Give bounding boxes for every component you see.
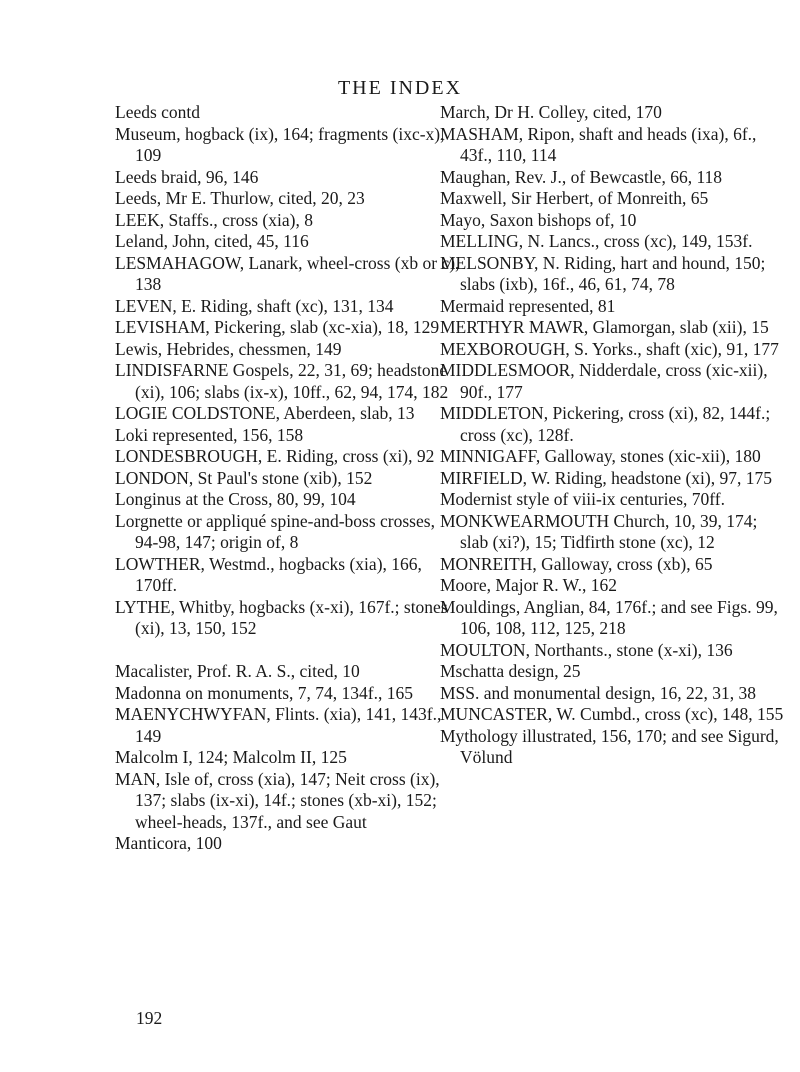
running-head: THE INDEX	[337, 77, 463, 99]
index-entry: Mermaid represented, 81	[440, 295, 616, 316]
index-entry: Modernist style of viii-ix centuries, 70ff.	[440, 489, 725, 509]
index-entry: MAENYCHWYFAN, Flints. (xia), 141, 143f., 149	[115, 704, 442, 746]
index-entry: MEXBOROUGH, S. Yorks., shaft (xic), 91, 177	[440, 338, 779, 359]
index-entry: LONDON, St Paul's stone (xib), 152	[115, 467, 373, 488]
index-entry: LYTHE, Whitby, hogbacks (x-xi), 167f.; stones (xi), 13, 150, 152	[115, 596, 448, 638]
index-entry: MUNCASTER, W. Cumbd., cross (xc), 148, 155	[440, 704, 784, 724]
index-entry: Malcolm I, 124; Malcolm II, 125	[115, 747, 347, 767]
index-entry: MIDDLETON, Pickering, cross (xi), 82, 144f.; cross (xc), 128f.	[440, 403, 771, 445]
index-entry: Museum, hogback (ix), 164; fragments (ixc-x), 109	[115, 123, 445, 165]
index-entry: MELLING, N. Lancs., cross (xc), 149, 153f.	[440, 231, 753, 251]
index-entry: MINNIGAFF, Galloway, stones (xic-xii), 180	[440, 446, 761, 466]
index-entry: Leeds, Mr E. Thurlow, cited, 20, 23	[115, 188, 365, 208]
index-entry: Lewis, Hebrides, chessmen, 149	[115, 338, 342, 359]
index-column-left	[115, 102, 461, 855]
index-column-right	[440, 102, 786, 769]
index-entry: Mouldings, Anglian, 84, 176f.; and see Figs. 99, 106, 108, 112, 125, 218	[440, 596, 778, 638]
index-entry: MIRFIELD, W. Riding, headstone (xi), 97, 175	[440, 467, 772, 488]
index-entry: Lorgnette or appliqué spine-and-boss crosses, 94-98, 147; origin of, 8	[115, 510, 435, 552]
index-entry: LEEK, Staffs., cross (xia), 8	[115, 209, 313, 230]
index-entry: Madonna on monuments, 7, 74, 134f., 165	[115, 682, 413, 703]
index-entry: Macalister, Prof. R. A. S., cited, 10	[115, 661, 360, 681]
index-entry: Leland, John, cited, 45, 116	[115, 231, 309, 251]
index-entry: Mschatta design, 25	[440, 661, 581, 681]
index-entry: LEVISHAM, Pickering, slab (xc-xia), 18, 129	[115, 317, 440, 337]
index-entry: MONKWEARMOUTH Church, 10, 39, 174; slab (xi?), 15; Tidfirth stone (xc), 12	[440, 510, 758, 552]
index-entry: MAN, Isle of, cross (xia), 147; Neit cross (ix), 137; slabs (ix-xi), 14f.; stones (xb-xi), 152; wheel-heads, 137f., and see Gaut	[115, 768, 440, 832]
index-entry: LEVEN, E. Riding, shaft (xc), 131, 134	[115, 295, 394, 316]
index-entry: LINDISFARNE Gospels, 22, 31, 69; headstone (xi), 106; slabs (ix-x), 10ff., 62, 94, 174, 182	[115, 360, 449, 402]
index-entry: MELSONBY, N. Riding, hart and hound, 150; slabs (ixb), 16f., 46, 61, 74, 78	[440, 252, 766, 294]
index-entry: LONDESBROUGH, E. Riding, cross (xi), 92	[115, 446, 435, 466]
index-entry: LESMAHAGOW, Lanark, wheel-cross (xb or c), 138	[115, 252, 460, 294]
page-number: 192	[136, 1008, 163, 1028]
index-entry: MERTHYR MAWR, Glamorgan, slab (xii), 15	[440, 317, 769, 337]
index-entry: MASHAM, Ripon, shaft and heads (ixa), 6f., 43f., 110, 114	[440, 123, 757, 165]
index-entry: MSS. and monumental design, 16, 22, 31, 38	[440, 682, 756, 703]
index-entry: March, Dr H. Colley, cited, 170	[440, 102, 662, 122]
index-entry: MIDDLESMOOR, Nidderdale, cross (xic-xii), 90f., 177	[440, 360, 768, 402]
index-entry: MOULTON, Northants., stone (x-xi), 136	[440, 639, 733, 660]
index-entry: MONREITH, Galloway, cross (xb), 65	[440, 553, 713, 574]
index-entry: LOGIE COLDSTONE, Aberdeen, slab, 13	[115, 403, 415, 423]
index-entry: Mayo, Saxon bishops of, 10	[440, 209, 637, 230]
index-entry: Leeds contd	[115, 102, 201, 122]
index-entry: Mythology illustrated, 156, 170; and see Sigurd, Völund	[440, 725, 779, 767]
index-entry: Maughan, Rev. J., of Bewcastle, 66, 118	[440, 166, 723, 187]
index-entry: LOWTHER, Westmd., hogbacks (xia), 166, 170ff.	[115, 553, 422, 595]
index-entry: Longinus at the Cross, 80, 99, 104	[115, 489, 356, 509]
index-entry: Loki represented, 156, 158	[115, 424, 304, 445]
section-gap	[115, 640, 461, 662]
index-entry: Leeds braid, 96, 146	[115, 166, 259, 187]
index-entry: Maxwell, Sir Herbert, of Monreith, 65	[440, 188, 709, 208]
index-entry: Manticora, 100	[115, 833, 222, 853]
index-entry: Moore, Major R. W., 162	[440, 575, 617, 595]
